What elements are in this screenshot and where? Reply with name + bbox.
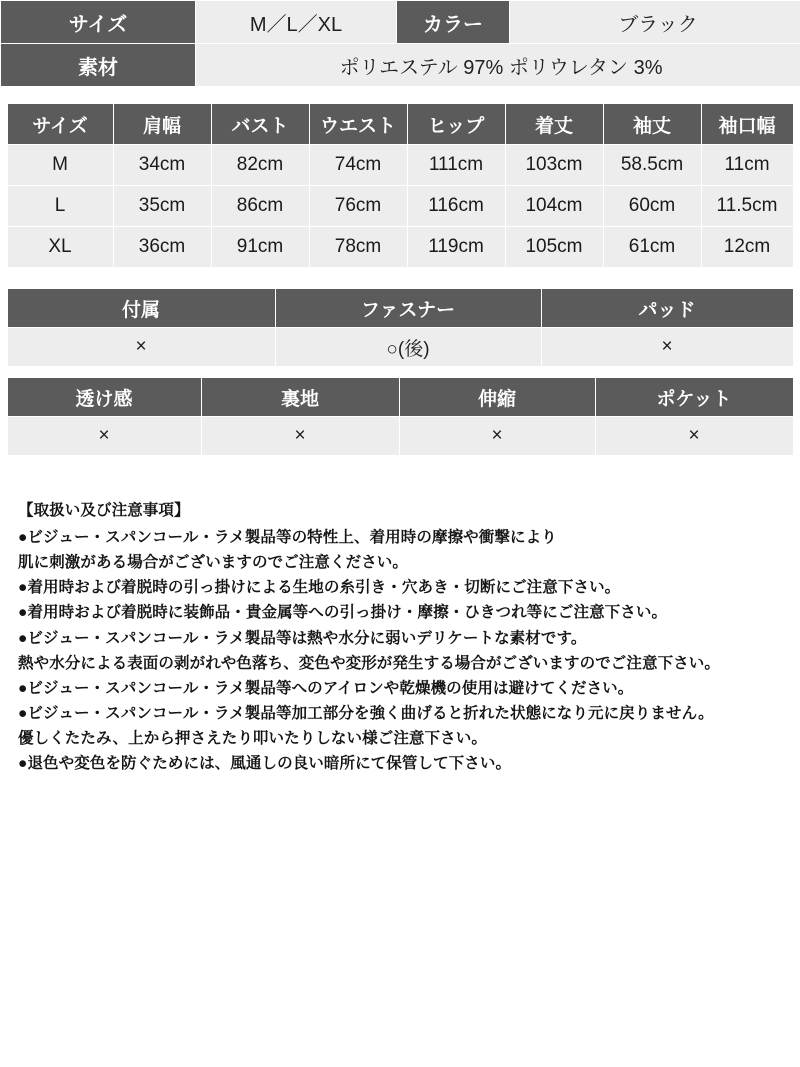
cell-length: 103cm (505, 145, 603, 186)
cell-waist: 76cm (309, 186, 407, 227)
cell-lining: × (201, 417, 399, 456)
cell-size: L (7, 186, 113, 227)
col-header-waist: ウエスト (309, 104, 407, 145)
table-row (7, 328, 793, 367)
cell-hip: 116cm (407, 186, 505, 227)
col-header-hip: ヒップ (407, 104, 505, 145)
cell-sleeve-length: 61cm (603, 227, 701, 268)
table-row (7, 227, 793, 268)
cell-shoulder: 36cm (113, 227, 211, 268)
attribute-table-fabric (7, 377, 794, 456)
cell-cuff-width: 11cm (701, 145, 793, 186)
measurement-table-body (7, 145, 793, 268)
col-header-size: サイズ (7, 104, 113, 145)
col-header-pocket: ポケット (595, 378, 793, 417)
care-note-line: 優しくたたみ、上から押さえたり叩いたりしない様ご注意下さい。 (18, 729, 487, 747)
cell-length: 105cm (505, 227, 603, 268)
col-header-sleeve-length: 袖丈 (603, 104, 701, 145)
care-notes-title: 【取扱い及び注意事項】 (18, 502, 190, 519)
table-header-row (7, 104, 793, 145)
care-note-line: ●ビジュー・スパンコール・ラメ製品等の特性上、着用時の摩擦や衝撃により (18, 529, 557, 547)
table-row (7, 417, 793, 456)
cell-sleeve-length: 58.5cm (603, 145, 701, 186)
col-header-cuff-width: 袖口幅 (701, 104, 793, 145)
cell-zipper: ○(後) (275, 328, 541, 367)
col-header-shoulder: 肩幅 (113, 104, 211, 145)
care-note-line: ●着用時および着脱時の引っ掛けによる生地の糸引き・穴あき・切断にご注意下さい。 (18, 579, 621, 597)
cell-hip: 111cm (407, 145, 505, 186)
spec-label-color: カラー (397, 1, 510, 44)
cell-size: M (7, 145, 113, 186)
cell-waist: 74cm (309, 145, 407, 186)
cell-pad: × (541, 328, 793, 367)
spec-table (0, 0, 800, 87)
spec-value-material: ポリエステル 97% ポリウレタン 3% (196, 44, 800, 87)
care-note-line: ●着用時および着脱時に装飾品・貴金属等への引っ掛け・摩擦・ひきつれ等にご注意下さい。 (18, 604, 668, 622)
cell-sleeve-length: 60cm (603, 186, 701, 227)
cell-shoulder: 35cm (113, 186, 211, 227)
cell-bust: 82cm (211, 145, 309, 186)
cell-stretch: × (399, 417, 595, 456)
cell-pocket: × (595, 417, 793, 456)
col-header-lining: 裏地 (201, 378, 399, 417)
spec-value-size: M／L／XL (196, 1, 397, 44)
col-header-bust: バスト (211, 104, 309, 145)
col-header-zipper: ファスナー (275, 289, 541, 328)
table-row (7, 145, 793, 186)
cell-cuff-width: 12cm (701, 227, 793, 268)
care-note-line: ●ビジュー・スパンコール・ラメ製品等は熱や水分に弱いデリケートな素材です。 (18, 629, 587, 647)
cell-length: 104cm (505, 186, 603, 227)
care-note-line: ●ビジュー・スパンコール・ラメ製品等加工部分を強く曲げると折れた状態になり元に戻りません。 (18, 704, 714, 722)
table-row (1, 1, 800, 44)
measurement-table (7, 103, 794, 268)
table-row (7, 186, 793, 227)
col-header-transparency: 透け感 (7, 378, 201, 417)
cell-bust: 86cm (211, 186, 309, 227)
col-header-accessory: 付属 (7, 289, 275, 328)
spec-table-body (1, 1, 800, 87)
care-notes (18, 498, 782, 776)
spec-label-material: 素材 (1, 44, 196, 87)
care-note-line: 肌に刺激がある場合がございますのでご注意ください。 (18, 554, 409, 572)
cell-cuff-width: 11.5cm (701, 186, 793, 227)
cell-hip: 119cm (407, 227, 505, 268)
table-header-row (7, 378, 793, 417)
col-header-length: 着丈 (505, 104, 603, 145)
table-header-row (7, 289, 793, 328)
cell-accessory: × (7, 328, 275, 367)
care-note-line: 熱や水分による表面の剥がれや色落ち、変色や変形が発生する場合がございますのでご注意下さい。 (18, 654, 721, 672)
cell-transparency: × (7, 417, 201, 456)
cell-shoulder: 34cm (113, 145, 211, 186)
attribute-table-accessories (7, 288, 794, 367)
cell-size: XL (7, 227, 113, 268)
care-note-line: ●ビジュー・スパンコール・ラメ製品等へのアイロンや乾燥機の使用は避けてください。 (18, 679, 634, 697)
cell-bust: 91cm (211, 227, 309, 268)
col-header-pad: パッド (541, 289, 793, 328)
care-note-line: ●退色や変色を防ぐためには、風通しの良い暗所にて保管して下さい。 (18, 755, 512, 773)
table-row (1, 44, 800, 87)
cell-waist: 78cm (309, 227, 407, 268)
spec-value-color: ブラック (510, 1, 800, 44)
spec-label-size: サイズ (1, 1, 196, 44)
col-header-stretch: 伸縮 (399, 378, 595, 417)
measurement-table-head (7, 104, 793, 145)
